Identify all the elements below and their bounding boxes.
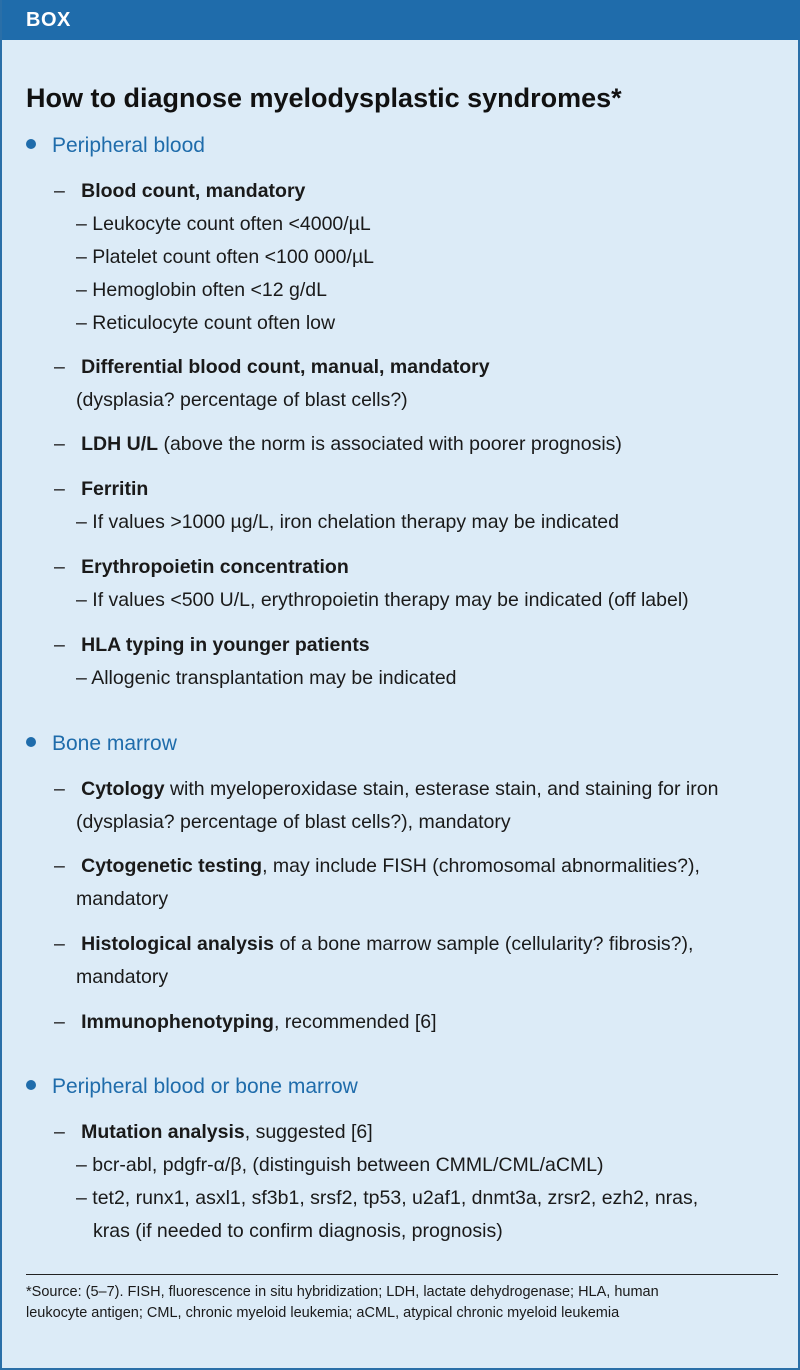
- list-item: – Immunophenotyping, recommended [6]: [54, 1011, 437, 1033]
- item-continuation: (dysplasia? percentage of blast cells?): [76, 389, 408, 411]
- bullet-icon: [26, 737, 36, 747]
- list-item: – LDH U/L (above the norm is associated with poorer prognosis): [54, 433, 622, 455]
- sub-item: – If values >1000 µg/L, iron chelation therapy may be indicated: [76, 511, 619, 533]
- section-heading-peripheral-blood-or-bone-marrow: Peripheral blood or bone marrow: [26, 1075, 358, 1099]
- footnote-divider: [26, 1274, 778, 1275]
- sub-item: – Allogenic transplantation may be indicated: [76, 667, 457, 689]
- sub-item: – bcr-abl, pdgfr-α/β, (distinguish between CMML/CML/aCML): [76, 1154, 604, 1176]
- sub-item-continuation: kras (if needed to confirm diagnosis, prognosis): [93, 1220, 503, 1242]
- list-item: – Erythropoietin concentration: [54, 556, 349, 578]
- sub-item: – tet2, runx1, asxl1, sf3b1, srsf2, tp53, u2af1, dnmt3a, zrsr2, ezh2, nras,: [76, 1187, 699, 1209]
- section-heading-peripheral-blood: Peripheral blood: [26, 134, 205, 158]
- list-item: – HLA typing in younger patients: [54, 634, 370, 656]
- section-heading-bone-marrow: Bone marrow: [26, 732, 177, 756]
- footnote-line: leukocyte antigen; CML, chronic myeloid leukemia; aCML, atypical chronic myeloid leukemia: [26, 1305, 620, 1321]
- item-continuation: (dysplasia? percentage of blast cells?), mandatory: [76, 811, 511, 833]
- item-continuation: mandatory: [76, 888, 169, 910]
- sub-item: – Reticulocyte count often low: [76, 312, 336, 334]
- sub-item: – Leukocyte count often <4000/µL: [76, 213, 371, 235]
- list-item: – Blood count, mandatory: [54, 180, 306, 202]
- sub-item: – Platelet count often <100 000/µL: [76, 246, 375, 268]
- list-item: – Cytogenetic testing, may include FISH (chromosomal abnormalities?),: [54, 855, 700, 877]
- footnote-line: *Source: (5–7). FISH, fluorescence in situ hybridization; LDH, lactate dehydrogenase; HLA, human: [26, 1284, 659, 1300]
- item-continuation: mandatory: [76, 966, 169, 988]
- sub-item: – If values <500 U/L, erythropoietin therapy may be indicated (off label): [76, 589, 689, 611]
- list-item: – Histological analysis of a bone marrow sample (cellularity? fibrosis?),: [54, 933, 694, 955]
- list-item: – Cytology with myeloperoxidase stain, esterase stain, and staining for iron: [54, 778, 719, 800]
- bullet-icon: [26, 1080, 36, 1090]
- list-item: – Ferritin: [54, 478, 149, 500]
- bullet-icon: [26, 139, 36, 149]
- page-title: How to diagnose myelodysplastic syndromes*: [26, 83, 622, 113]
- list-item: – Mutation analysis, suggested [6]: [54, 1121, 373, 1143]
- list-item: – Differential blood count, manual, mandatory: [54, 356, 490, 378]
- box-header: BOX: [2, 0, 800, 40]
- sub-item: – Hemoglobin often <12 g/dL: [76, 279, 327, 301]
